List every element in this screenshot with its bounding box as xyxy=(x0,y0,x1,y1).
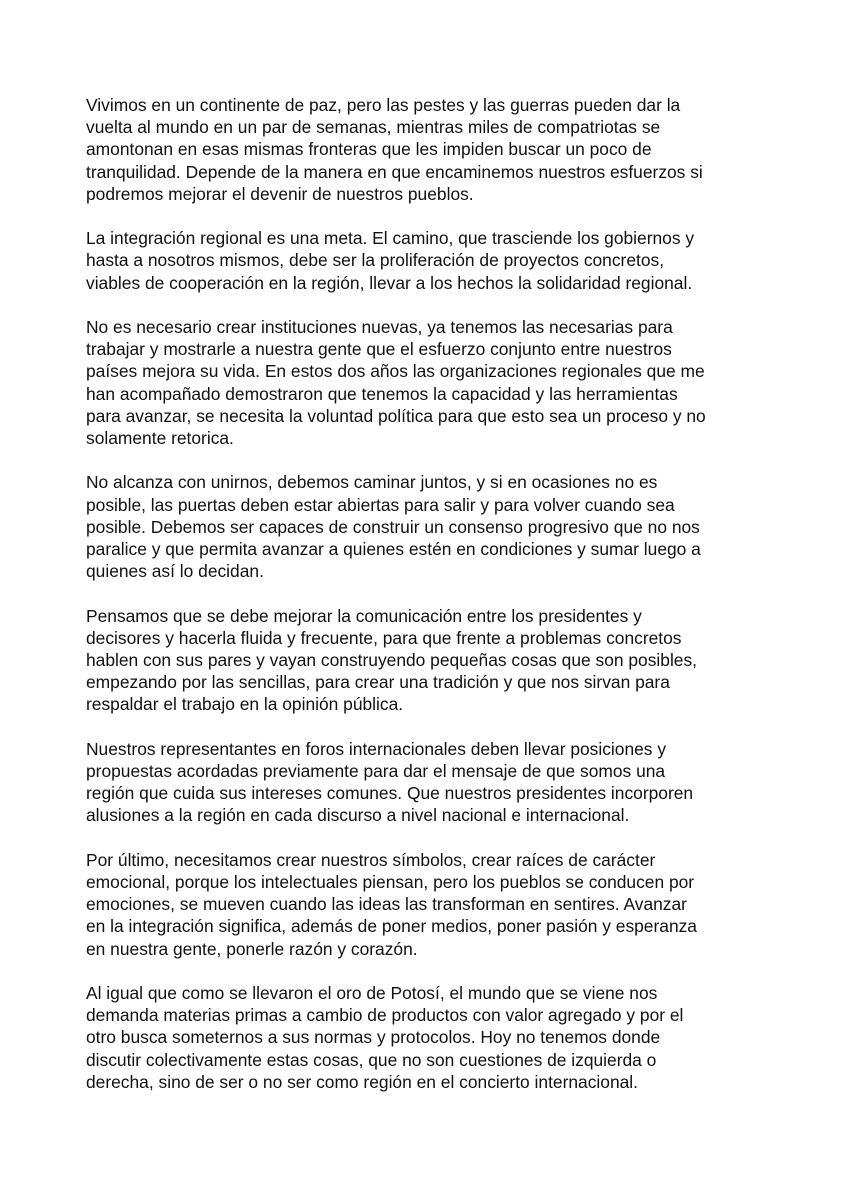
paragraph-6: Nuestros representantes en foros internacionales deben llevar posiciones y propuestas acordadas previamente para dar el mensaje de que somos una región que cuida sus intereses comunes. Que nuestros presidentes incorporen alusiones a la región en cada discurso a nivel nacional e internacional. xyxy=(86,738,694,826)
paragraph-4: No alcanza con unirnos, debemos caminar juntos, y si en ocasiones no es posible, las puertas deben estar abiertas para salir y para volver cuando sea posible. Debemos ser capaces de construir un consenso progresivo que no nos paralice y que permita avanzar a quienes estén en condiciones y sumar luego a quienes así lo decidan. xyxy=(86,472,701,582)
paragraph-1: Vivimos en un continente de paz, pero las pestes y las guerras pueden dar la vuelta al mundo en un par de semanas, mientras miles de compatriotas se amontonan en esas mismas fronteras que les impiden buscar un poco de tranquilidad. Depende de la manera en que encaminemos nuestros esfuerzos si podremos mejorar el devenir de nuestros pueblos. xyxy=(86,95,703,204)
paragraph-8: Al igual que como se llevaron el oro de Potosí, el mundo que se viene nos demanda materias primas a cambio de productos con valor agregado y por el otro busca someternos a sus normas y protocolos. Hoy no tenemos donde discutir colectivamente estas cosas, que no son cuestiones de izquierda o derecha, sino de ser o no ser como región en el concierto internacional. xyxy=(86,983,684,1092)
paragraph-5: Pensamos que se debe mejorar la comunicación entre los presidentes y decisores y hacerla fluida y frecuente, para que frente a problemas concretos hablen con sus pares y vayan construyendo pequeñas cosas que son posibles, empezando por las sencillas, para crear una tradición y que nos sirvan para respaldar el trabajo en la opinión pública. xyxy=(86,605,698,715)
document-body xyxy=(86,94,766,1115)
paragraph-2: La integración regional es una meta. El camino, que trasciende los gobiernos y hasta a nosotros mismos, debe ser la proliferación de proyectos concretos, viables de cooperación en la región, llevar a los hechos la solidaridad regional. xyxy=(86,228,695,293)
paragraph-3: No es necesario crear instituciones nuevas, ya tenemos las necesarias para trabajar y mostrarle a nuestra gente que el esfuerzo conjunto entre nuestros países mejora su vida. En estos dos años las organizaciones regionales que me han acompañado demostraron que tenemos la capacidad y las herramientas para avanzar, se necesita la voluntad política para que esto sea un proceso y no solamente retorica. xyxy=(86,317,706,449)
paragraph-7: Por último, necesitamos crear nuestros símbolos, crear raíces de carácter emocional, porque los intelectuales piensan, pero los pueblos se conducen por emociones, se mueven cuando las ideas las transforman en sentires. Avanzar en la integración significa, además de poner medios, poner pasión y esperanza en nuestra gente, ponerle razón y corazón. xyxy=(86,849,697,959)
